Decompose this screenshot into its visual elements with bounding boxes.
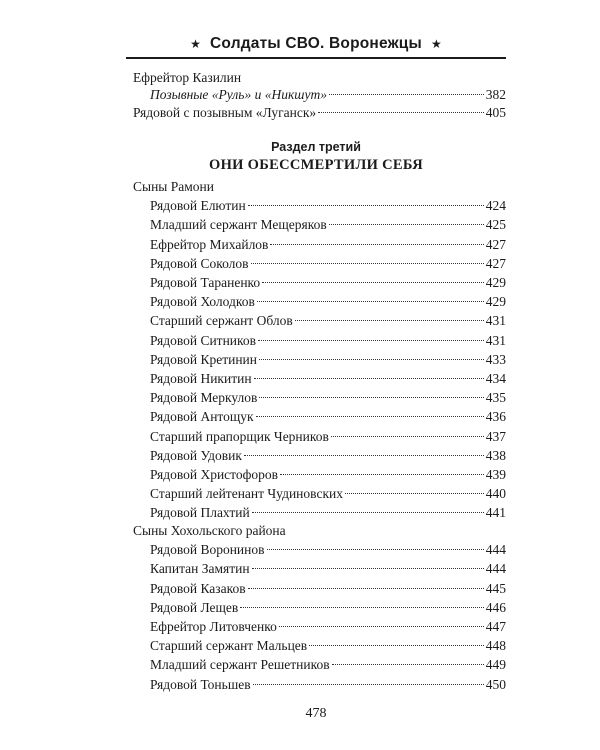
toc-entry-page: 405 — [485, 105, 506, 120]
toc-entry — [150, 389, 506, 407]
toc-leader-dots — [259, 397, 483, 398]
toc-group-title: Сыны Хохольского района — [133, 523, 286, 538]
star-left-icon: ★ — [190, 37, 202, 51]
toc-leader-dots — [295, 320, 484, 321]
toc-leader-dots — [254, 378, 484, 379]
header-rule — [126, 57, 506, 59]
toc-entry — [150, 428, 506, 446]
toc-entry — [150, 447, 506, 465]
toc-entry-name: Младший сержант Решетников — [150, 657, 330, 673]
toc-entry-name: Старший сержант Мальцев — [150, 638, 308, 654]
toc-entry — [150, 504, 506, 522]
toc-entry-lugansk — [133, 104, 506, 122]
page-number: 478 — [305, 706, 327, 721]
toc-entry-page: 438 — [485, 447, 506, 463]
toc-leader-dots — [258, 340, 484, 341]
toc-leader-dots — [318, 112, 484, 113]
toc-entry-name: Рядовой Ситников — [150, 332, 257, 348]
toc-entry — [150, 560, 506, 578]
toc-entry-kazilin-callsigns — [150, 86, 506, 104]
toc-leader-dots — [329, 94, 484, 95]
toc-entry-name: Рядовой Тоньшев — [150, 676, 251, 692]
toc-entry-page: 439 — [485, 467, 506, 482]
toc-leader-dots — [280, 474, 484, 475]
toc-entry-page: 444 — [485, 542, 506, 558]
star-right-icon: ★ — [430, 37, 442, 51]
toc-entry-name: Рядовой Елютин — [150, 198, 246, 214]
toc-entry-page: 433 — [485, 351, 506, 367]
toc-entry-page: 431 — [485, 332, 506, 348]
toc-entry-page: 447 — [485, 619, 506, 634]
toc-entry — [150, 485, 506, 503]
toc-leader-dots — [248, 205, 484, 206]
toc-entry-name: Старший лейтенант Чудиновских — [150, 486, 343, 502]
toc-entry-page: 427 — [485, 255, 506, 271]
toc-entry-page: 429 — [485, 275, 506, 290]
toc-entry-name: Старший прапорщик Черников — [150, 428, 329, 444]
toc-entry-name: Рядовой с позывным «Луганск» — [133, 105, 317, 120]
toc-entry-page: 437 — [485, 428, 506, 444]
toc-entry-page: 436 — [485, 409, 506, 425]
toc-entry-page: 446 — [485, 599, 506, 615]
toc-entry — [150, 408, 506, 426]
toc-entry-name: Рядовой Антощук — [150, 409, 254, 425]
toc-entry-page: 450 — [485, 676, 506, 692]
toc-entry — [150, 293, 506, 311]
toc-entry-name: Рядовой Холодков — [150, 294, 255, 310]
toc-leader-dots — [257, 301, 484, 302]
toc-entry — [150, 332, 506, 350]
toc-entry-page: 424 — [485, 198, 506, 214]
toc-leader-dots — [253, 684, 484, 685]
toc-entry-page: 429 — [485, 294, 506, 310]
toc-leader-dots — [279, 626, 484, 627]
toc-leader-dots — [240, 607, 483, 608]
toc-leader-dots — [267, 549, 484, 550]
toc-leader-dots — [345, 493, 484, 494]
toc-entry-name: Позывные «Руль» и «Никшут» — [150, 87, 327, 102]
toc-entry — [150, 236, 506, 254]
toc-entry — [150, 637, 506, 655]
toc-entry — [150, 656, 506, 674]
toc-entry-page: 382 — [485, 87, 506, 102]
toc-entry-name: Рядовой Христофоров — [150, 467, 279, 482]
toc-leader-dots — [332, 664, 484, 665]
toc-leader-dots — [259, 359, 484, 360]
toc-entry — [150, 580, 506, 598]
toc-leader-dots — [309, 645, 484, 646]
toc-entry-name: Рядовой Соколов — [150, 255, 249, 271]
toc-entry — [150, 312, 506, 330]
toc-leader-dots — [331, 436, 484, 437]
toc-entry — [150, 541, 506, 559]
toc-entry-kazilin-title: Ефрейтор Казилин — [133, 70, 242, 85]
toc-entry-page: 440 — [485, 486, 506, 502]
toc-leader-dots — [244, 455, 484, 456]
toc-entry-name: Рядовой Казаков — [150, 580, 246, 596]
toc-leader-dots — [256, 416, 484, 417]
toc-entry-name: Старший сержант Облов — [150, 313, 293, 329]
toc-entry — [150, 351, 506, 369]
running-header-title: Солдаты СВО. Воронежцы — [210, 35, 422, 52]
section-title: ОНИ ОБЕССМЕРТИЛИ СЕБЯ — [208, 157, 423, 173]
toc-entry-page: 435 — [485, 390, 506, 406]
toc-leader-dots — [248, 588, 484, 589]
toc-entry-page: 434 — [485, 371, 506, 386]
toc-entry — [150, 466, 506, 484]
toc-leader-dots — [252, 512, 484, 513]
section-subtitle: Раздел третий — [271, 140, 361, 154]
toc-entry-page: 448 — [485, 638, 506, 654]
toc-entry-name: Рядовой Лещев — [150, 599, 239, 615]
toc-entry-page: 441 — [485, 505, 506, 521]
toc-entry-name: Ефрейтор Михайлов — [150, 236, 269, 252]
running-header — [126, 36, 506, 52]
toc-entry-name: Капитан Замятин — [150, 561, 250, 577]
toc-leader-dots — [262, 282, 484, 283]
toc-entry-name: Младший сержант Мещеряков — [150, 217, 327, 233]
toc-entry — [150, 274, 506, 292]
toc-entry-name: Рядовой Плахтий — [150, 505, 250, 521]
toc-entry-page: 449 — [485, 657, 506, 673]
toc-entry-name: Рядовой Меркулов — [150, 390, 258, 406]
toc-entry-page: 431 — [485, 313, 506, 329]
toc-entry — [150, 599, 506, 617]
toc-entry — [150, 676, 506, 694]
toc-entry-name: Рядовой Кретинин — [150, 351, 257, 367]
toc-leader-dots — [329, 224, 484, 225]
toc-entry — [150, 216, 506, 234]
toc-entry — [150, 370, 506, 388]
toc-entry — [150, 197, 506, 215]
toc-leader-dots — [251, 263, 484, 264]
toc-leader-dots — [270, 244, 483, 245]
toc-entry — [150, 618, 506, 636]
toc-entry-name: Рядовой Никитин — [150, 371, 252, 386]
toc-entry-name: Рядовой Воронинов — [150, 542, 265, 558]
toc-leader-dots — [252, 568, 484, 569]
toc-entry-page: 427 — [485, 236, 506, 252]
toc-entry-page: 444 — [485, 561, 506, 577]
toc-entry-name: Рядовой Тараненко — [150, 275, 261, 290]
toc-group-title: Сыны Рамони — [133, 179, 214, 194]
toc-entry-page: 425 — [485, 217, 506, 233]
toc-entry-name: Ефрейтор Литовченко — [150, 619, 277, 634]
toc-entry-name: Рядовой Удовик — [150, 447, 242, 463]
toc-entry — [150, 255, 506, 273]
toc-entry-page: 445 — [485, 580, 506, 596]
